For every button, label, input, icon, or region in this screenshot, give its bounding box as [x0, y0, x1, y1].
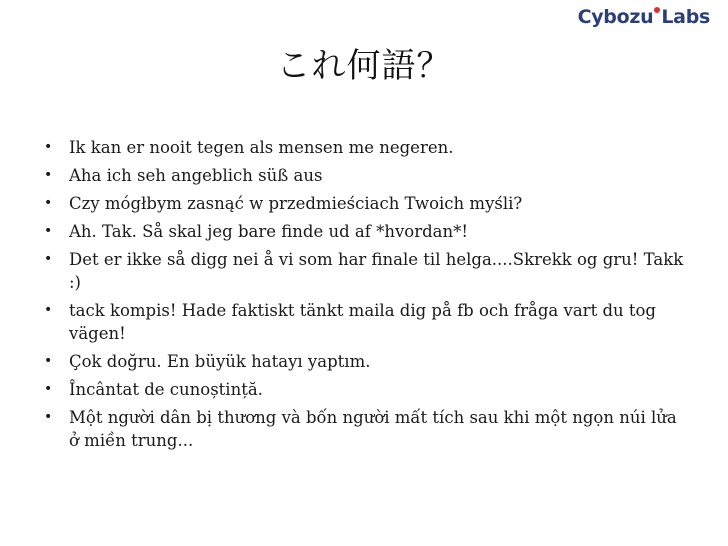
bullet-item: [0, 378, 728, 401]
bullet-text: tack kompis! Hade faktiskt tänkt maila dig på fb och fråga vart du tog vägen!: [69, 301, 656, 343]
bullet-item: [0, 164, 728, 187]
bullet-icon: •: [44, 195, 53, 211]
bullet-icon: •: [44, 381, 53, 397]
bullet-icon: •: [44, 167, 53, 183]
bullet-text: Aha ich seh angeblich süß aus: [69, 166, 323, 185]
bullet-item: [0, 299, 728, 345]
bullet-list: [0, 136, 728, 457]
bullet-item: [0, 350, 728, 373]
bullet-text: Çok doğru. En büyük hatayı yaptım.: [69, 352, 371, 371]
cybozu-labs-logo: [578, 6, 710, 28]
bullet-item: [0, 406, 728, 452]
logo-brand: Cybozu: [577, 6, 654, 28]
bullet-text: Một người dân bị thương và bốn người mất tích sau khi một ngọn núi lửa ở miền trung...: [69, 408, 677, 450]
bullet-item: [0, 136, 728, 159]
bullet-icon: •: [44, 251, 53, 267]
bullet-icon: •: [44, 409, 53, 425]
bullet-text: Czy mógłbym zasnąć w przedmieściach Twoich myśli?: [69, 194, 523, 213]
logo-labs: Labs: [661, 6, 710, 28]
bullet-text: Încântat de cunoștință.: [69, 380, 263, 399]
bullet-item: [0, 248, 728, 294]
slide-title: これ何語？: [276, 46, 452, 86]
bullet-item: [0, 220, 728, 243]
bullet-text: Ik kan er nooit tegen als mensen me negeren.: [69, 138, 454, 157]
bullet-item: [0, 192, 728, 215]
bullet-icon: •: [44, 353, 53, 369]
bullet-text: Ah. Tak. Så skal jeg bare finde ud af *hvordan*!: [69, 222, 469, 241]
logo-dot-icon: [654, 7, 660, 13]
bullet-icon: •: [44, 302, 53, 318]
bullet-text: Det er ikke så digg nei å vi som har finale til helga....Skrekk og gru! Takk :): [69, 250, 684, 292]
bullet-icon: •: [44, 223, 53, 239]
bullet-icon: •: [44, 139, 53, 155]
